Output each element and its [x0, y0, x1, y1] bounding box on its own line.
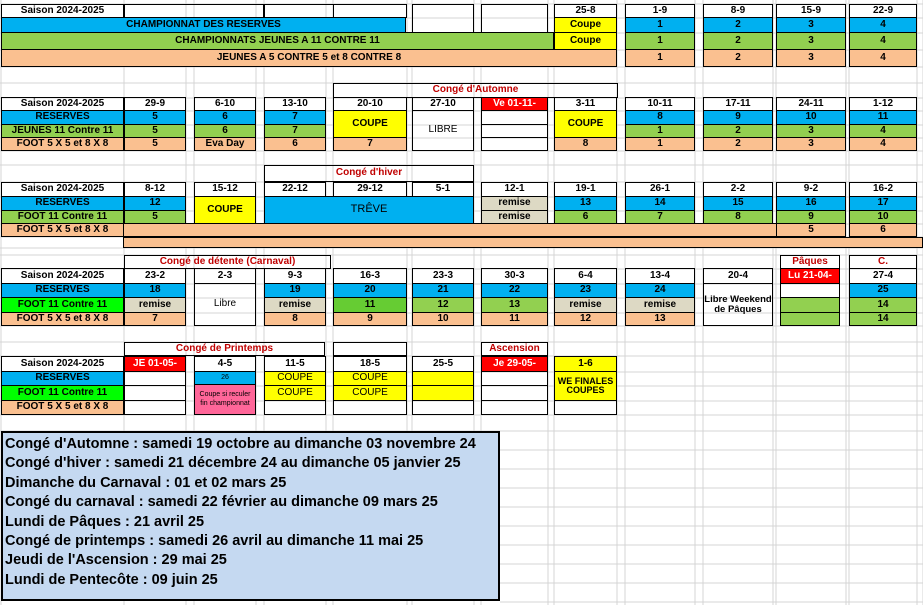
round-number: 3: [776, 32, 846, 50]
round-number: 4: [849, 32, 917, 50]
date-header: 9-3: [264, 268, 326, 284]
date-header: 10-11: [625, 97, 695, 111]
holiday-banner: Congé de Printemps: [124, 342, 325, 356]
season-label: Saison 2024-2025: [1, 4, 124, 18]
holiday-banner: Ascension: [481, 342, 548, 356]
date-header: 15-9: [776, 4, 846, 18]
round-number: 19: [264, 283, 326, 298]
cup-cell: COUPE: [264, 371, 326, 386]
row-label-foot-5-8: FOOT 5 X 5 et 8 X 8: [1, 137, 124, 151]
row-label-foot-11: FOOT 11 Contre 11: [1, 297, 124, 313]
foot-5-8-overflow-fill: [123, 237, 923, 248]
empty-cell: [780, 312, 840, 326]
round-number: 13: [554, 196, 617, 211]
date-header: 2-2: [703, 182, 773, 197]
holiday-banner: Pâques: [780, 255, 840, 269]
empty-cell: [481, 4, 548, 33]
note-autumn-break: Congé d'Automne : samedi 19 octobre au dimanche 03 novembre 24: [5, 436, 476, 452]
round-number: 9: [703, 110, 773, 125]
cup-cell: COUPE: [333, 385, 407, 401]
round-number: 10: [776, 110, 846, 125]
holiday-banner: Congé de détente (Carnaval): [124, 255, 331, 269]
round-number: 1: [625, 17, 695, 33]
round-number: 14: [625, 196, 695, 211]
date-header: 8-9: [703, 4, 773, 18]
round-number: 13: [625, 312, 695, 326]
round-number: 22: [481, 283, 548, 298]
date-header: 29-9: [124, 97, 186, 111]
cup-cell: COUPE: [333, 110, 407, 138]
empty-cell: [333, 342, 407, 356]
round-number: 16: [776, 196, 846, 211]
note-carnival-sunday: Dimanche du Carnaval : 01 et 02 mars 25: [5, 474, 287, 491]
row-label-foot-11: FOOT 11 Contre 11: [1, 385, 124, 401]
empty-cell: [481, 371, 548, 386]
round-number: 6: [194, 124, 256, 138]
title-reserves: CHAMPIONNAT DES RESERVES: [1, 17, 406, 33]
round-number: 9: [776, 210, 846, 224]
date-header: 18-5: [333, 356, 407, 372]
round-number: 11: [849, 110, 917, 125]
empty-cell: [333, 4, 407, 18]
round-number: 25: [849, 283, 917, 298]
round-number: 5: [124, 210, 186, 224]
empty-cell: [264, 4, 334, 18]
row-label-reserves: RESERVES: [1, 196, 124, 211]
row-label-foot-5-8: FOOT 5 X 5 et 8 X 8: [1, 400, 124, 415]
round-number: 23: [554, 283, 617, 298]
date-header: 6-4: [554, 268, 617, 284]
foot-5-8-row-fill: [123, 223, 777, 237]
empty-cell: [124, 371, 186, 386]
empty-cell: [780, 297, 840, 313]
row-label-jeunes-11: JEUNES 11 Contre 11: [1, 124, 124, 138]
date-header: 3-11: [554, 97, 617, 111]
date-header: 20-10: [333, 97, 407, 111]
round-number: 7: [333, 137, 407, 151]
row-label-reserves: RESERVES: [1, 110, 124, 125]
date-header: 9-2: [776, 182, 846, 197]
date-header: 17-11: [703, 97, 773, 111]
date-header: 25-8: [554, 4, 617, 18]
date-header: 11-5: [264, 356, 326, 372]
postponed-cell: remise: [124, 297, 186, 313]
row-label-foot-5-8: FOOT 5 X 5 et 8 X 8: [1, 312, 124, 326]
empty-cell: [124, 400, 186, 415]
date-header: 4-5: [194, 356, 256, 372]
note-easter-monday: Lundi de Pâques : 21 avril 25: [5, 513, 205, 530]
round-number: 20: [333, 283, 407, 298]
note-spring-break: Congé de printemps : samedi 26 avril au dimanche 11 mai 25: [5, 532, 424, 549]
note-ascension: Jeudi de l'Ascension : 29 mai 25: [5, 552, 227, 569]
round-number: 2: [703, 137, 773, 151]
empty-cell: [554, 400, 617, 415]
free-cell: Libre Weekend de Pâques: [703, 283, 773, 326]
date-header: 29-12: [333, 182, 407, 197]
date-header: 6-10: [194, 97, 256, 111]
date-header: 27-10: [412, 97, 474, 111]
round-number: 2: [703, 17, 773, 33]
round-number: 4: [849, 17, 917, 33]
note-winter-break: Congé d'hiver : samedi 21 décembre 24 au dimanche 05 janvier 25: [5, 455, 461, 472]
date-header: 22-12: [264, 182, 326, 197]
round-number: 3: [776, 137, 846, 151]
empty-cell: [412, 385, 474, 401]
date-header: 2-3: [194, 268, 256, 284]
season-label: Saison 2024-2025: [1, 182, 124, 197]
holiday-banner: Congé d'Automne: [333, 83, 618, 98]
postponed-cell: remise: [554, 297, 617, 313]
postponed-cell: remise: [481, 196, 548, 211]
holiday-date: JE 01-05-: [124, 356, 186, 372]
note-cell: Coupe si reculer fin championnat: [194, 384, 256, 415]
round-number: 13: [481, 297, 548, 313]
round-number: 1: [625, 137, 695, 151]
round-number: 6: [194, 110, 256, 125]
round-number: 2: [703, 124, 773, 138]
round-number: 12: [124, 196, 186, 211]
free-cell: LIBRE: [412, 110, 474, 151]
round-number: 5: [124, 110, 186, 125]
empty-cell: [124, 4, 264, 18]
round-number: 4: [849, 124, 917, 138]
date-header: 22-9: [849, 4, 917, 18]
round-number: 7: [124, 312, 186, 326]
row-label-reserves: RESERVES: [1, 371, 124, 386]
row-label-foot-11: FOOT 11 Contre 11: [1, 210, 124, 224]
date-header: 12-1: [481, 182, 548, 197]
cup-cell: COUPE: [194, 196, 256, 224]
date-header: 16-3: [333, 268, 407, 284]
round-number: 3: [776, 124, 846, 138]
date-header: 8-12: [124, 182, 186, 197]
round-number: 6: [554, 210, 617, 224]
finals-cell: WE FINALES COUPES: [554, 371, 617, 401]
title-jeunes-11: CHAMPIONNATS JEUNES A 11 CONTRE 11: [1, 32, 554, 50]
postponed-cell: remise: [481, 210, 548, 224]
row-label-reserves: RESERVES: [1, 283, 124, 298]
round-number: 8: [625, 110, 695, 125]
holiday-date: Je 29-05-: [481, 356, 548, 372]
date-header: 23-2: [124, 268, 186, 284]
cup-cell: Coupe: [554, 17, 617, 33]
empty-cell: [481, 400, 548, 415]
round-number: 1: [625, 124, 695, 138]
holiday-notes-panel: [1, 431, 500, 601]
title-jeunes-5-8: JEUNES A 5 CONTRE 5 et 8 CONTRE 8: [1, 49, 617, 67]
postponed-cell: remise: [264, 297, 326, 313]
date-header: 27-4: [849, 268, 917, 284]
round-number: 8: [703, 210, 773, 224]
date-header: 1-6: [554, 356, 617, 372]
date-header: 26-1: [625, 182, 695, 197]
date-header: 15-12: [194, 182, 256, 197]
round-number: 12: [554, 312, 617, 326]
empty-cell: [481, 124, 548, 138]
round-number: 2: [703, 49, 773, 67]
round-number: 26: [194, 371, 256, 385]
round-number: 18: [124, 283, 186, 298]
round-number: 4: [849, 137, 917, 151]
round-number: 7: [625, 210, 695, 224]
round-number: 7: [264, 110, 326, 125]
holiday-date: Ve 01-11-: [481, 97, 548, 111]
round-number: 8: [554, 137, 617, 151]
round-number: 6: [849, 223, 917, 237]
empty-cell: [481, 385, 548, 401]
round-number: 21: [412, 283, 474, 298]
round-number: 11: [481, 312, 548, 326]
date-header: 13-10: [264, 97, 326, 111]
round-number: 7: [264, 124, 326, 138]
round-number: 10: [849, 210, 917, 224]
row-label-foot-5-8: FOOT 5 X 5 et 8 X 8: [1, 223, 124, 237]
season-label: Saison 2024-2025: [1, 356, 124, 372]
date-header: 5-1: [412, 182, 474, 197]
round-number: 10: [412, 312, 474, 326]
empty-cell: [333, 400, 407, 415]
round-number: 5: [124, 124, 186, 138]
round-number: 14: [849, 297, 917, 313]
round-number: 5: [124, 137, 186, 151]
round-number: 11: [333, 297, 407, 313]
empty-cell: [412, 4, 474, 33]
season-label: Saison 2024-2025: [1, 268, 124, 284]
break-cell: TRÊVE: [264, 196, 474, 224]
empty-cell: [481, 110, 548, 125]
holiday-date: Lu 21-04-: [780, 268, 840, 284]
event-cell: Eva Day: [194, 137, 256, 151]
free-cell: Libre: [194, 283, 256, 326]
cup-cell: COUPE: [554, 110, 617, 138]
round-number: 12: [412, 297, 474, 313]
cup-cell: COUPE: [333, 371, 407, 386]
date-header: 13-4: [625, 268, 695, 284]
empty-cell: [264, 400, 326, 415]
date-header: 23-3: [412, 268, 474, 284]
round-number: 3: [776, 49, 846, 67]
empty-cell: [412, 400, 474, 415]
round-number: 3: [776, 17, 846, 33]
date-header: 1-12: [849, 97, 917, 111]
cup-cell: COUPE: [264, 385, 326, 401]
date-header: 16-2: [849, 182, 917, 197]
season-label: Saison 2024-2025: [1, 97, 124, 111]
note-carnival-break: Congé du carnaval : samedi 22 février au dimanche 09 mars 25: [5, 494, 438, 511]
round-number: 1: [625, 32, 695, 50]
round-number: 1: [625, 49, 695, 67]
holiday-banner: Congé d'hiver: [264, 165, 474, 182]
cup-cell: Coupe: [554, 32, 617, 50]
round-number: 2: [703, 32, 773, 50]
date-header: 19-1: [554, 182, 617, 197]
round-number: 15: [703, 196, 773, 211]
empty-cell: [481, 137, 548, 151]
date-header: 1-9: [625, 4, 695, 18]
round-number: 24: [625, 283, 695, 298]
empty-cell: [780, 283, 840, 298]
date-header: 20-4: [703, 268, 773, 284]
empty-cell: [412, 371, 474, 386]
postponed-cell: remise: [625, 297, 695, 313]
holiday-banner: C.: [849, 255, 917, 269]
round-number: 5: [776, 223, 846, 237]
round-number: 14: [849, 312, 917, 326]
round-number: 17: [849, 196, 917, 211]
empty-cell: [124, 385, 186, 401]
date-header: 25-5: [412, 356, 474, 372]
round-number: 4: [849, 49, 917, 67]
round-number: 8: [264, 312, 326, 326]
date-header: 30-3: [481, 268, 548, 284]
round-number: 6: [264, 137, 326, 151]
date-header: 24-11: [776, 97, 846, 111]
note-pentecost: Lundi de Pentecôte : 09 juin 25: [5, 571, 218, 588]
round-number: 9: [333, 312, 407, 326]
